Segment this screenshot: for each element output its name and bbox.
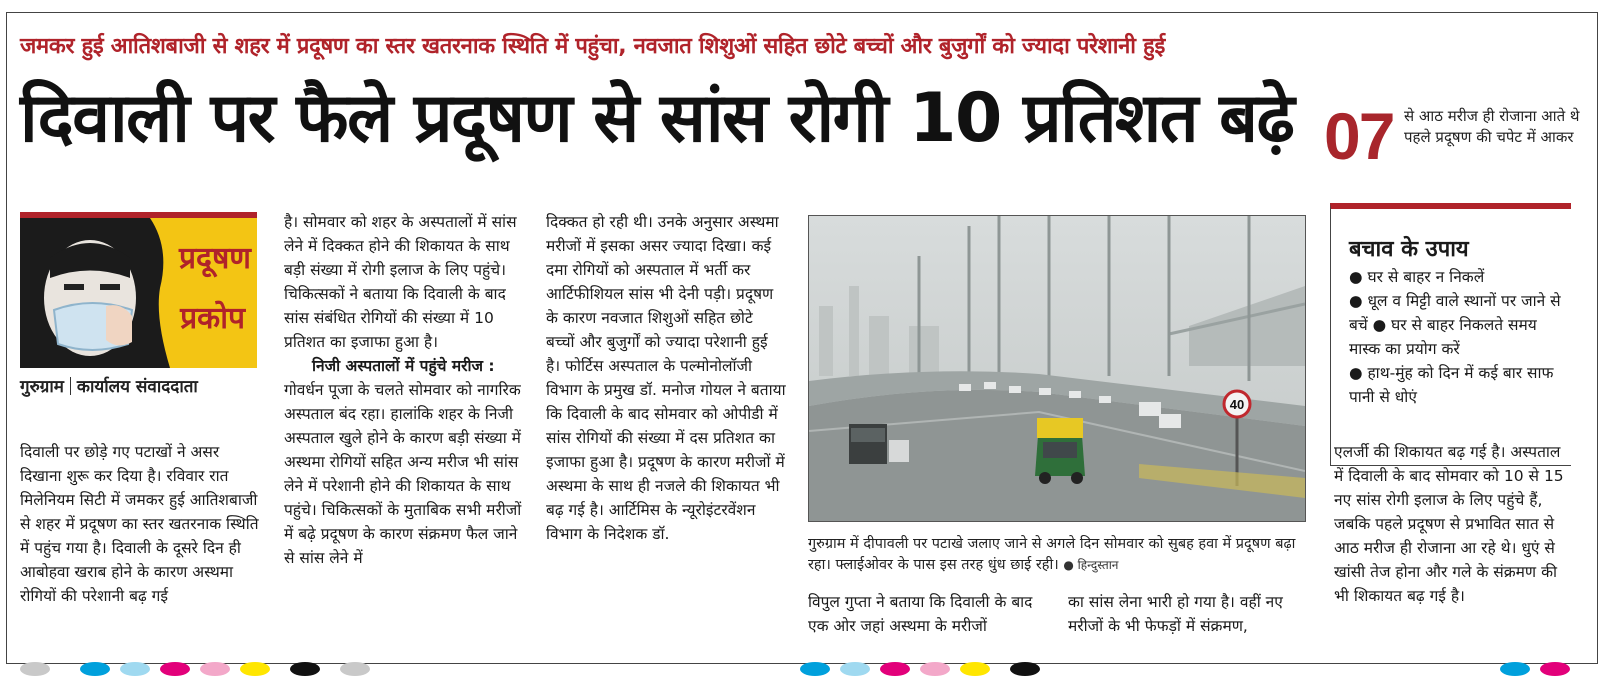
logo-word-prakop: प्रकोप (180, 301, 245, 336)
printer-color-bar (0, 662, 1600, 671)
article-column-5 (1334, 440, 1574, 608)
photo-caption (808, 534, 1308, 576)
logo-word-pradushan: प्रदूषण (178, 241, 251, 276)
kicker: जमकर हुई आतिशबाजी से शहर में प्रदूषण का स्तर खतरनाक स्थिति में पहुंचा, नवजात शिशुओं सहित छोटे बच्चों और बुजुर्गों को ज्यादा परेशानी हुई (20, 34, 1165, 59)
column-5-text: एलर्जी की शिकायत बढ़ गई है। अस्पताल में दिवाली के बाद सोमवार को 10 से 15 नए सांस रोगी इलाज के लिए पहुंचे हैं, जबकि पहले प्रदूषण से प्रभावित सात से आठ मरीज ही रोजाना आ रहे थे। धुएं से खांसी तेज होना और गले के संक्रमण की भी शिकायत बढ़ गई है। (1334, 443, 1564, 605)
prevention-tip: ● घर से बाहर न निकलें (1349, 268, 1485, 286)
article-column-4a (808, 590, 1040, 638)
column-4b-text: का सांस लेना भारी हो गया है। वहीं नए मरीजों के भी फेफड़ों में संक्रमण, (1068, 593, 1283, 635)
prevention-tip: ● धूल व मिट्टी वाले स्थानों पर जाने से बचें ● घर से बाहर निकलते समय मास्क का प्रयोग करें (1349, 292, 1561, 358)
column-2-text-top: है। सोमवार को शहर के अस्पतालों में सांस लेने में दिक्कत होने की शिकायत के साथ बड़ी संख्या में रोगी इलाज के लिए पहुंचे। चिकित्सकों ने बताया कि दिवाली के बाद सांस संबंधित रोगियों की संख्या में 10 प्रतिशत का इजाफा हुआ है। (284, 213, 517, 351)
byline (20, 374, 198, 397)
article-column-3 (546, 210, 786, 546)
column-3-text: दिक्कत हो रही थी। उनके अनुसार अस्थमा मरीजों में इसका असर ज्यादा दिखा। कई दमा रोगियों को अस्पताल में भर्ती कर आर्टिफीशियल सांस भी देनी पड़ी। प्रदूषण के कारण नवजात शिशुओं सहित छोटे बच्चों और बुजुर्गों को ज्यादा परेशानी हुई है। फोर्टिस अस्पताल के पल्मोनोलॉजी विभाग के प्रमुख डॉ. मनोज गोयल ने बताया कि दिवाली के बाद सोमवार को ओपीडी में सांस रोगियों की संख्या में दस प्रतिशत का इजाफा हुआ है। प्रदूषण के कारण मरीजों में अस्थमा के साथ ही नजले की शिकायत भी बढ़ गई है। आर्टिमिस के न्यूरोइंटरवेंशन विभाग के निदेशक डॉ. (546, 213, 786, 543)
smog-flyover-photo (809, 216, 1305, 521)
byline-separator (70, 377, 71, 395)
column-1-text: दिवाली पर छोड़े गए पटाखों ने असर दिखाना शुरू कर दिया है। रविवार रात मिलेनियम सिटी में जमकर हुई आतिशबाजी से शहर में प्रदूषण का स्तर खतरनाक स्थिति में पहुंच गया है। दिवाली के दूसरे दिन ही आबोहवा खराब होने के कारण अस्थमा रोगियों की परेशानी बढ़ गई (20, 443, 259, 605)
headline: दिवाली पर फैले प्रदूषण से सांस रोगी 10 प्रतिशत बढ़े (20, 79, 1294, 158)
article-column-1 (20, 440, 260, 608)
byline-reporter: कार्यालय संवाददाता (76, 377, 198, 397)
photo-credit: ● हिन्दुस्तान (1063, 558, 1119, 572)
column-4a-text: विपुल गुप्ता ने बताया कि दिवाली के बाद एक ओर जहां अस्थमा के मरीजों (808, 593, 1033, 635)
news-photo (808, 215, 1306, 522)
photo-caption-text: गुरुग्राम में दीपावली पर पटाखे जलाए जाने से अगले दिन सोमवार को सुबह हवा में प्रदूषण बढ़ा रहा। फ्लाईओवर के पास इस तरह धुंध छाई रही। (808, 536, 1296, 573)
column-2-subhead: निजी अस्पतालों में पहुंचे मरीज : (312, 357, 495, 375)
article-column-2 (284, 210, 524, 570)
stat-number: 07 (1324, 99, 1394, 173)
column-2-text-bottom: गोवर्धन पूजा के चलते सोमवार को नागरिक अस्पताल बंद रहा। हालांकि शहर के निजी अस्पताल खुले होने के कारण बड़ी संख्या में अस्थमा रोगियों सहित अन्य मरीज भी सांस लेने में परेशानी होने की शिकायत के साथ पहुंचे। चिकित्सकों के मुताबिक सभी मरीजों में बढ़े प्रदूषण के कारण संक्रमण फैल जाने से सांस लेने में (284, 381, 522, 567)
stat-text: से आठ मरीज ही रोजाना आते थे पहले प्रदूषण की चपेट में आकर (1404, 107, 1580, 146)
prevention-box (1330, 203, 1571, 466)
prevention-tips-list (1349, 265, 1571, 409)
prevention-tip: ● हाथ-मुंह को दिन में कई बार साफ पानी से धोएं (1349, 364, 1554, 406)
prevention-box-title: बचाव के उपाय (1349, 237, 1469, 262)
article-column-4b (1068, 590, 1304, 638)
speed-sign-text: 40 (1229, 397, 1245, 412)
byline-place: गुरुग्राम (20, 377, 64, 397)
section-logo (20, 212, 257, 368)
